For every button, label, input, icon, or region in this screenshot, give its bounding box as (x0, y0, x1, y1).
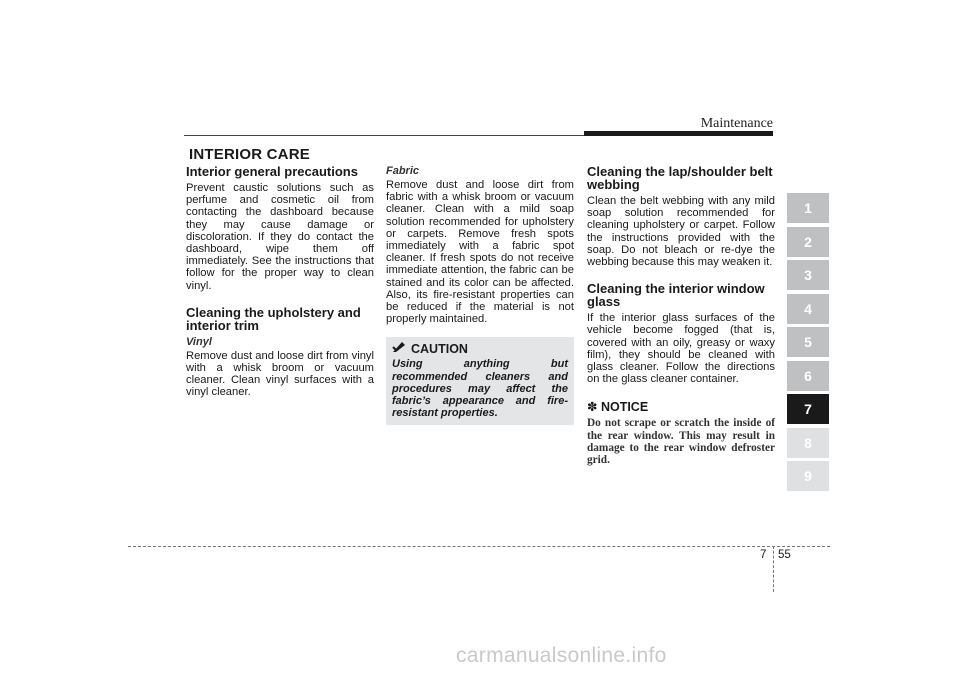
chapter-tab-9[interactable]: 9 (787, 461, 829, 491)
heading-window-glass: Cleaning the interior window glass (587, 281, 765, 310)
chapter-tab-6[interactable]: 6 (787, 361, 829, 391)
footer-chapter-number: 7 (760, 549, 767, 561)
chapter-tab-8[interactable]: 8 (787, 428, 829, 458)
heading-upholstery: Cleaning the upholstery and interior trim (186, 304, 361, 333)
paragraph-general-precautions: Prevent caustic solutions such as perfume and cosmetic oil from contacting the dashboard because they may cause damage or discoloration. If they do contact the dashboard, wipe them off immediately. See the instructions that follow for the proper way to clean vinyl. (186, 182, 374, 292)
subheading-vinyl: Vinyl (186, 335, 212, 348)
heading-belt-webbing: Cleaning the lap/shoulder belt webbing (587, 164, 773, 192)
column-3 (587, 165, 775, 466)
running-header: Maintenance (700, 116, 773, 131)
column-1 (186, 165, 374, 399)
column-2 (386, 165, 574, 425)
watermark: carmanualsonline.info (456, 644, 667, 667)
chapter-tab-1[interactable]: 1 (787, 193, 829, 223)
caution-box (386, 337, 574, 425)
paragraph-window-glass: If the interior glass surfaces of the vehicle become fogged (that is, covered with an oily, greasy or waxy film), they should be cleaned with glass cleaner. Follow the directions on the glass cleaner container. (587, 312, 775, 386)
chapter-tab-7[interactable]: 7 (787, 394, 829, 424)
subheading-fabric: Fabric (386, 165, 420, 177)
paragraph-fabric: Remove dust and loose dirt from fabric with a whisk broom or vacuum cleaner. Clean with a mild soap solution recommended for upholstery or carpets. Remove fresh spots immediately with a fabric spot cleaner. If fresh spots do not receive immediate attention, the fabric can be stained and its color can be affected. Also, its fire-resistant properties can be reduced if the material is not properly maintained. (386, 179, 574, 326)
chapter-tab-5[interactable]: 5 (787, 327, 829, 357)
footer-rule (128, 546, 830, 547)
footer-vertical-rule (773, 546, 774, 592)
section-title: INTERIOR CARE (189, 146, 310, 163)
notice-text: Do not scrape or scratch the inside of the rear window. This may result in damage to the rear window defroster grid. (587, 417, 775, 467)
caution-text: Using anything but recommended cleaners and procedures may affect the fabric’s appearance and fire-resistant properties. (392, 358, 568, 420)
caution-title: CAUTION (411, 341, 468, 356)
chapter-tab-3[interactable]: 3 (787, 260, 829, 290)
header-bar (584, 131, 773, 136)
caution-triangle-icon (392, 341, 406, 356)
paragraph-belt-webbing: Clean the belt webbing with any mild soap solution recommended for cleaning upholstery or carpet. Follow the instructions provided with the soap. Do not bleach or re-dye the webbing because this may weaken it. (587, 195, 775, 269)
heading-general-precautions: Interior general precautions (186, 164, 358, 179)
paragraph-vinyl: Remove dust and loose dirt from vinyl with a whisk broom or vacuum cleaner. Clean vinyl surfaces with a vinyl cleaner. (186, 349, 374, 399)
notice-title: ✽ NOTICE (587, 400, 649, 415)
caution-header (392, 341, 568, 356)
chapter-tab-4[interactable]: 4 (787, 294, 829, 324)
footer-page-number: 55 (778, 549, 791, 561)
chapter-tab-2[interactable]: 2 (787, 227, 829, 257)
